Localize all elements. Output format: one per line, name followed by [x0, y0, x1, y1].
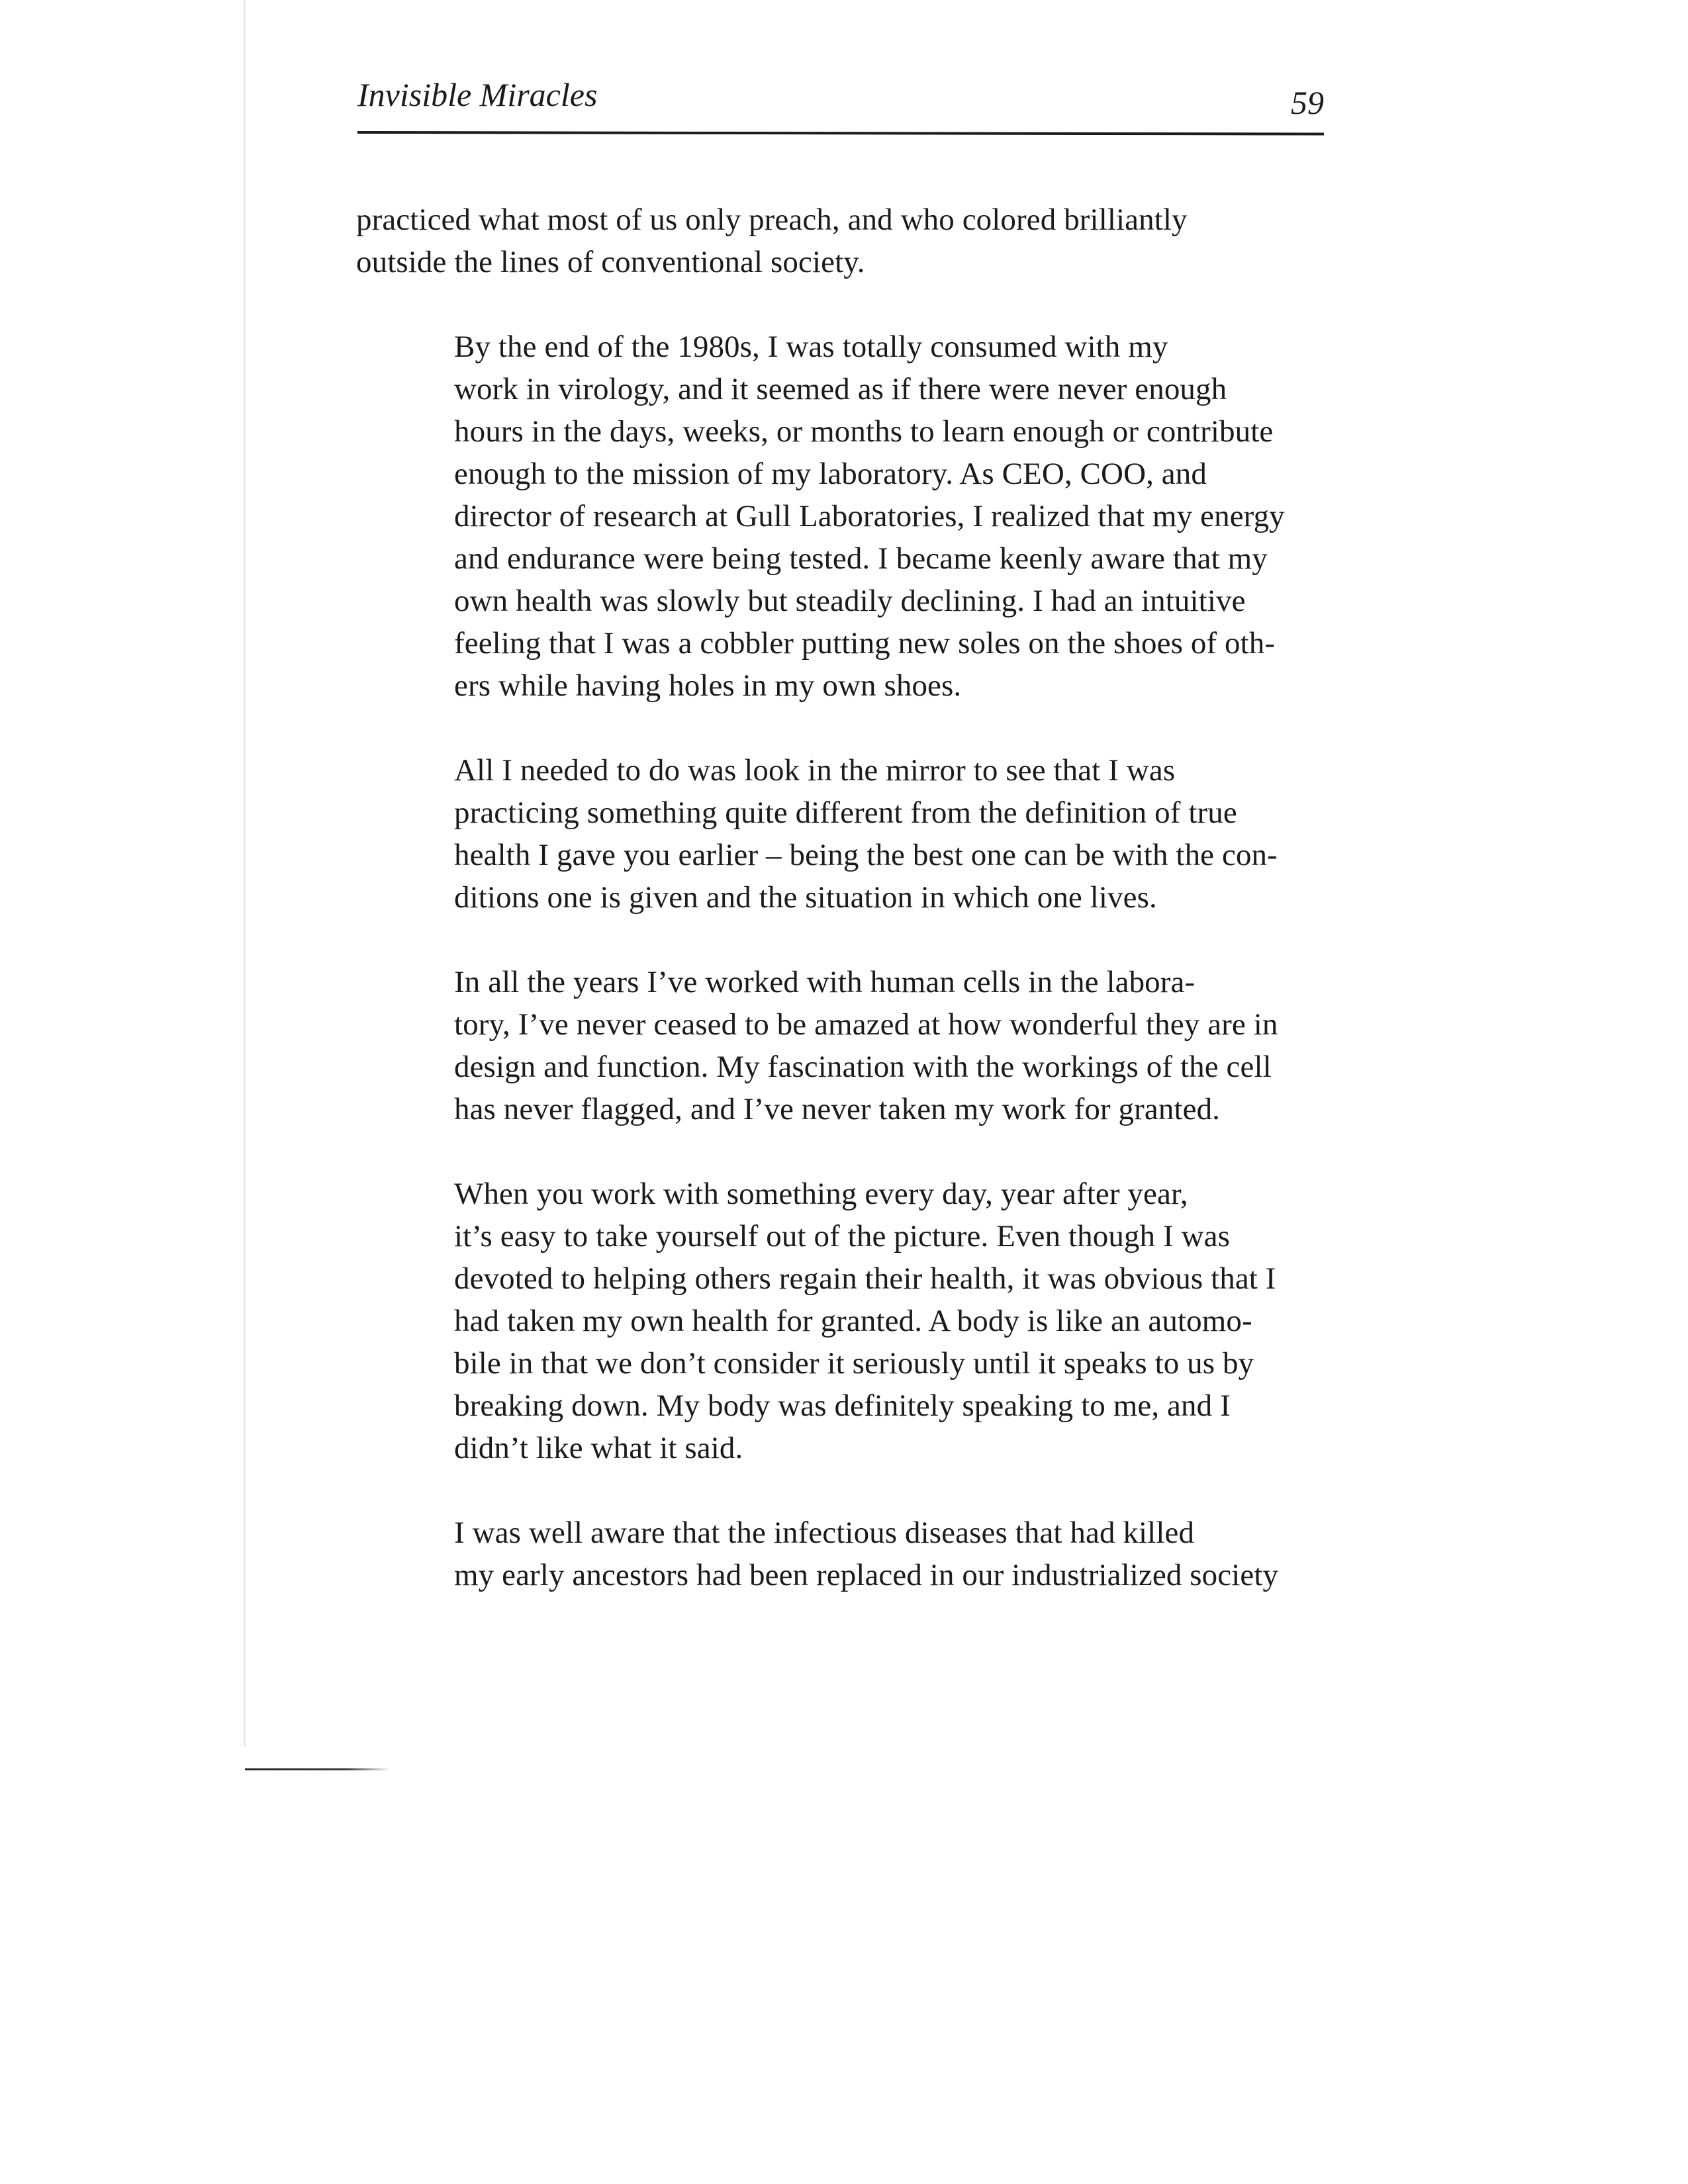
paragraph: [356, 1512, 1323, 1596]
paragraph: [356, 749, 1323, 919]
text-line: When you work with something every day, year after year,: [454, 1177, 1188, 1211]
text-line: practicing something quite different from the definition of true: [454, 796, 1237, 830]
header-rule: [357, 131, 1324, 136]
text-line: outside the lines of conventional society.: [356, 245, 865, 279]
text-line: design and function. My fascination with the workings of the cell: [454, 1050, 1272, 1084]
text-line: bile in that we don’t consider it seriously until it speaks to us by: [454, 1346, 1254, 1381]
text-line: tory, I’ve never ceased to be amazed at how wonderful they are in: [454, 1007, 1278, 1042]
text-line: devoted to helping others regain their health, it was obvious that I: [454, 1261, 1276, 1296]
text-line: health I gave you earlier – being the best one can be with the con-: [454, 838, 1278, 872]
text-line: practiced what most of us only preach, and who colored brilliantly: [356, 203, 1188, 237]
text-line: had taken my own health for granted. A body is like an automo-: [454, 1304, 1252, 1338]
running-head: Invisible Miracles: [357, 76, 598, 113]
paragraph: [356, 199, 1323, 283]
text-line: In all the years I’ve worked with human cells in the labora-: [454, 965, 1196, 999]
text-line: ers while having holes in my own shoes.: [454, 668, 962, 703]
text-line: own health was slowly but steadily declining. I had an intuitive: [454, 584, 1246, 618]
text-line: it’s easy to take yourself out of the picture. Even though I was: [454, 1219, 1230, 1253]
text-line: and endurance were being tested. I became keenly aware that my: [454, 541, 1268, 576]
text-line: work in virology, and it seemed as if there were never enough: [454, 372, 1227, 406]
text-line: enough to the mission of my laboratory. As CEO, COO, and: [454, 457, 1207, 491]
text-line: ditions one is given and the situation in which one lives.: [454, 880, 1157, 915]
text-line: By the end of the 1980s, I was totally consumed with my: [454, 330, 1168, 364]
text-line: hours in the days, weeks, or months to learn enough or contribute: [454, 414, 1274, 449]
footer-rule: [245, 1768, 391, 1770]
page-edge: [244, 0, 246, 1747]
page-number: 59: [1291, 84, 1324, 121]
text-line: I was well aware that the infectious diseases that had killed: [454, 1516, 1195, 1550]
text-line: has never flagged, and I’ve never taken my work for granted.: [454, 1092, 1221, 1126]
paragraph: [356, 1173, 1323, 1469]
text-line: didn’t like what it said.: [454, 1431, 743, 1465]
text-line: feeling that I was a cobbler putting new soles on the shoes of oth-: [454, 626, 1276, 660]
text-line: breaking down. My body was definitely speaking to me, and I: [454, 1388, 1231, 1423]
paragraph: [356, 961, 1323, 1130]
body-text: [356, 199, 1323, 1639]
text-line: director of research at Gull Laboratories, I realized that my energy: [454, 499, 1285, 533]
text-line: my early ancestors had been replaced in our industrialized society: [454, 1558, 1279, 1592]
paragraph: [356, 326, 1323, 707]
page-header: [357, 71, 1324, 135]
text-line: All I needed to do was look in the mirror to see that I was: [454, 753, 1176, 788]
